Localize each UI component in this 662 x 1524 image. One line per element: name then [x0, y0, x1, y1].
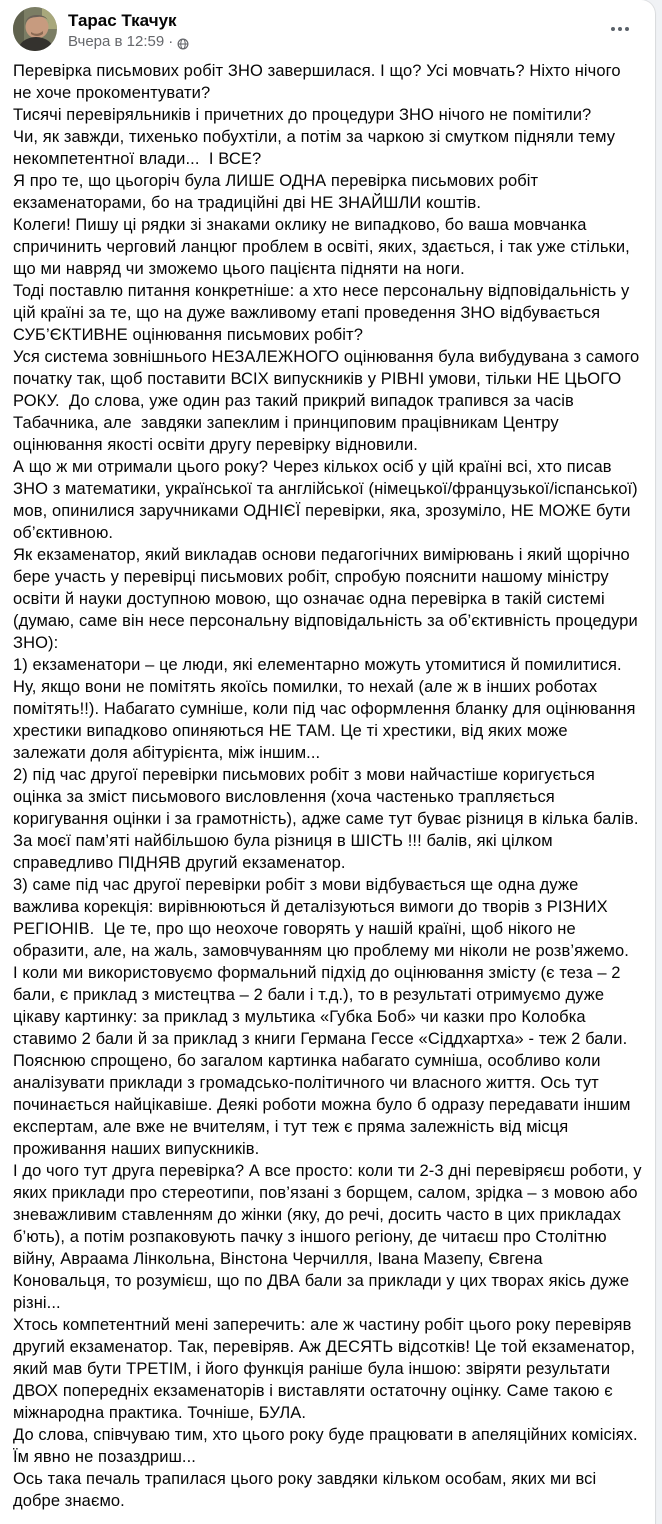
post-content [0, 53, 655, 1518]
post-paragraph: Колеги! Пишу ці рядки зі знаками оклику не випадково, бо ваша мовчанка спричинить черговий ланцюг проблем в освіті, яких, здається, і так уже стільки, що ми навряд чи зможемо цього пацієнта підняти на ноги. [13, 216, 635, 278]
post-paragraph: І коли ми використовуємо формальний підхід до оцінювання змісту (є теза – 2 бали, є приклад з мистецтва – 2 бали і т.д.), то в результаті отримуємо дуже цікаву картинку: за приклад з мультика «Губка Боб» чи казки про Колобка ставимо 2 бали й за приклад з книги Германа Гессе «Сіддхартха» - теж 2 бали. [13, 964, 628, 1048]
post-paragraph: Тоді поставлю питання конкретніше: а хто несе персональну відповідальність у цій країні за те, що на дуже важливому етапі проведення ЗНО відбувається СУБ’ЄКТИВНЕ оцінювання письмових робіт? [13, 282, 634, 344]
post-paragraph: До слова, співчуваю тим, хто цього року буде працювати в апеляційних комісіях. Їм явно не позаздриш... [13, 1426, 643, 1466]
avatar[interactable] [13, 7, 57, 51]
meta-separator: · [168, 33, 174, 50]
post-paragraph: Пояснюю спрощено, бо загалом картинка набагато сумніша, особливо коли аналізувати приклади з громадсько-політичного чи власного життя. Ось тут починається найцікавіше. Деякі роботи можна було б одразу передавати іншим експертам, але вже не вчителям, і тут теж є пряма залежність від місця проживання наших випускників. [13, 1052, 636, 1158]
post-paragraph: 2) під час другої перевірки письмових робіт з мови найчастіше коригується оцінка за зміст письмового висловлення (хоча частенько трапляється коригування оцінки і за грамотність), адже саме тут буває різниця в кілька балів. За моєї пам’яті найбільшою була різниця в ШІСТЬ !!! балів, які цілком справедливо ПІДНЯВ другий екзаменатор. [13, 766, 644, 872]
author-name[interactable]: Тарас Ткачук [68, 11, 177, 30]
post-paragraph: І до чого тут друга перевірка? А все просто: коли ти 2-3 дні перевіряєш роботи, у яких приклади про стереотипи, пов’язані з борщем, салом, зрідка – з мовою або зневажливим ставленням до жінки (яку, до речі, досить часто в цих прикладах б’ють), а потім розпаковують пачку з іншого регіону, де читаєш про Столітню війну, Авраама Лінкольна, Вінстона Черчилля, Івана Мазепу, Євгена Коновальця, то розумієш, що по ДВА бали за приклади у цих творах якісь дуже різні... [13, 1162, 647, 1312]
timestamp[interactable]: Вчера в 12:59 [68, 33, 165, 50]
post-paragraph: 3) саме під час другої перевірки робіт з мови відбувається ще одна дуже важлива корекція: вирівнюються й деталізуються вимоги до творів з РІЗНИХ РЕГІОНІВ. Це те, про що неохоче говорять у нашій країні, щоб нікого не образити, але, на жаль, замовчуванням цю проблему ми ніколи не розв’яжемо. [13, 876, 629, 960]
post-header-info [68, 7, 189, 51]
post-paragraph: Перевірка письмових робіт ЗНО завершилася. І що? Усі мовчать? Ніхто нічого не хоче прокоментувати? [13, 62, 626, 102]
post-paragraph: Я про те, що цьогоріч була ЛИШЕ ОДНА перевірка письмових робіт екзаменаторами, бо на традиційні дві НЕ ЗНАЙШЛИ коштів. [13, 172, 543, 212]
post-paragraph: Ось така печаль трапилася цього року завдяки кільком особам, яких ми всі добре знаємо. [13, 1470, 601, 1510]
profile-photo [13, 7, 57, 51]
post-header [0, 0, 655, 53]
post-paragraph: Уся система зовнішнього НЕЗАЛЕЖНОГО оцінювання була вибудувана з самого початку так, щоб поставити ВСІХ випускників у РІВНІ умови, тільки НЕ ЦЬОГО РОКУ. До слова, уже один раз такий прикрий випадок трапився за часів Табачника, але завдяки запеклим і принциповим працівникам Центру оцінювання якості освіти другу перевірку відновили. [13, 348, 644, 454]
post-paragraph: Як екзаменатор, який викладав основи педагогічних вимірювань і який щорічно бере участь у перевірці письмових робіт, спробую пояснити нашому міністру освіти й науки доступною мовою, що означає одна перевірка в такій системі (думаю, саме він несе персональну відповідальність за об’єктивність процедури ЗНО): [13, 546, 643, 652]
post-paragraph: А що ж ми отримали цього року? Через кількох осіб у цій країні всі, хто писав ЗНО з математики, української та англійської (німецької/французької/іспанської) мов, опинилися заручниками ОДНІЄЇ перевірки, яка, зрозуміло, НЕ МОЖЕ бути об’єктивною. [13, 458, 643, 542]
more-options-button[interactable] [607, 21, 633, 37]
three-dots-icon [611, 27, 629, 31]
post-paragraph: Тисячі перевіряльників і причетних до процедури ЗНО нічого не помітили? [13, 106, 592, 124]
post-paragraph: Чи, як завжди, тихенько побухтіли, а потім за чаркою зі смутком підняли тему некомпетентної влади... І ВСЕ? [13, 128, 620, 168]
globe-icon [177, 36, 189, 48]
post-paragraph: 1) екзаменатори – це люди, які елементарно можуть утомитися й помилитися. Ну, якщо вони не помітять якоїсь помилки, то нехай (але ж в інших роботах помітять!!). Набагато сумніше, коли під час оформлення бланку для оцінювання хрестики випадково опиняються НЕ ТАМ. Це ті хрестики, від яких може залежати доля абітурієнта, між іншим... [13, 656, 641, 762]
post-meta [68, 32, 189, 51]
post-paragraph: Хтось компетентний мені заперечить: але ж частину робіт цього року перевіряв другий екзаменатор. Так, перевіряв. Аж ДЕСЯТЬ відсотків! Це той екзаменатор, який мав бути ТРЕТІМ, і його функція раніше була іншою: звіряти результати ДВОХ попередніх екзаменаторів і виставляти остаточну оцінку. Саме такою є міжнародна практика. Точніше, БУЛА. [13, 1316, 640, 1422]
